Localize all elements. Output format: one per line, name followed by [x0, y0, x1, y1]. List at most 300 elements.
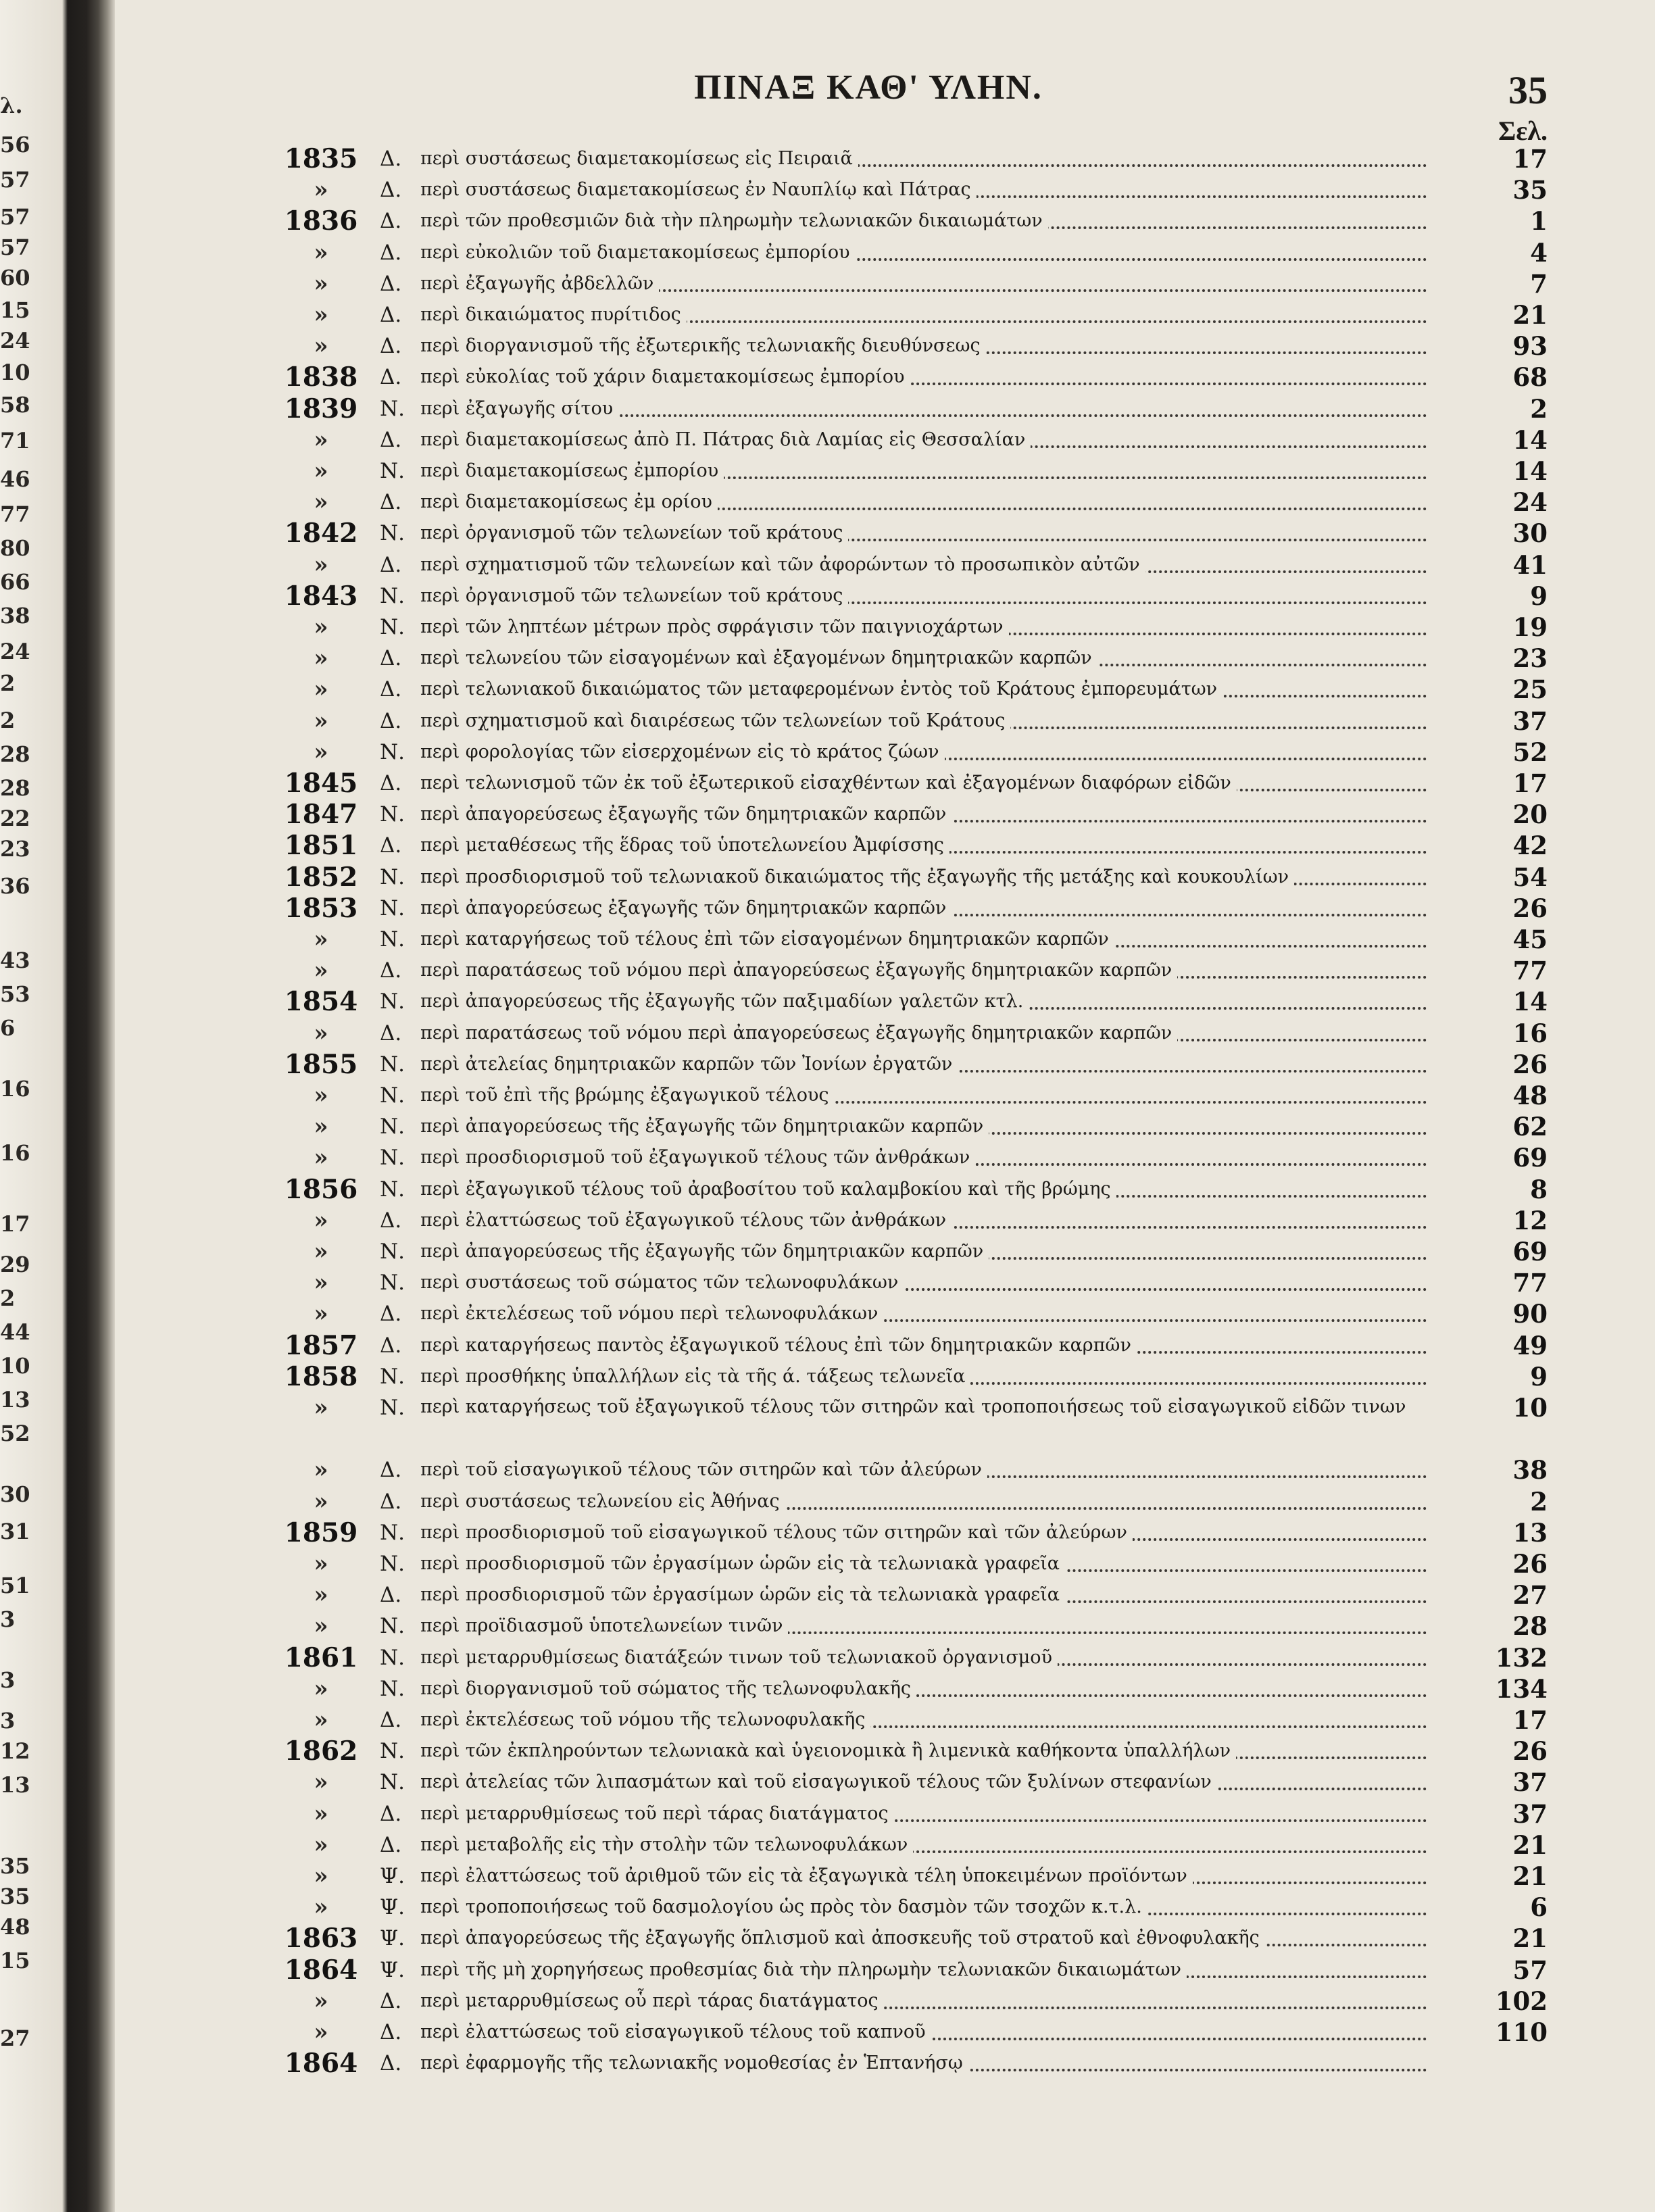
entry-year: 1835 — [284, 143, 358, 174]
facing-page-number: 31 — [0, 1519, 30, 1544]
index-entry — [0, 237, 1655, 268]
entry-description-text: περὶ ὀργανισμοῦ τῶν τελωνείων τοῦ κράτους — [420, 585, 848, 606]
ditto-mark: » — [314, 1831, 328, 1859]
entry-document-type: Δ. — [380, 677, 402, 702]
entry-description — [420, 706, 1427, 737]
index-entry — [0, 1361, 1655, 1392]
entry-description — [420, 2048, 1427, 2079]
entry-description-text: περὶ μεταρρυθμίσεως οὗ περὶ τάρας διατάγματος — [420, 1990, 884, 2011]
entry-document-type: Δ. — [380, 708, 402, 733]
entry-description — [420, 986, 1427, 1017]
index-entry — [0, 1767, 1655, 1798]
entry-description-text: περὶ προσδιορισμοῦ τῶν ἐργασίμων ὡρῶν εἰς τὰ τελωνιακὰ γραφεῖα — [420, 1584, 1065, 1605]
entry-page-number: 21 — [1512, 1923, 1548, 1954]
index-entry — [0, 518, 1655, 549]
entry-description — [420, 143, 1427, 174]
entry-description — [420, 1861, 1427, 1892]
entry-description-text: περὶ διαμετακομίσεως ἐμ ορίου — [420, 491, 718, 512]
index-entry — [0, 1330, 1655, 1361]
entry-description-text: περὶ εὐκολιῶν τοῦ διαμετακομίσεως ἐμπορίου — [420, 242, 856, 263]
entry-page-number: 62 — [1512, 1112, 1548, 1142]
entry-year: 1839 — [284, 393, 358, 424]
entry-document-type: Δ. — [380, 209, 402, 234]
ditto-mark: » — [314, 1394, 328, 1421]
entry-year: 1843 — [284, 580, 358, 612]
entry-description — [420, 643, 1427, 674]
entry-document-type: Ψ. — [380, 1864, 405, 1888]
entry-description-text: περὶ μεταρρυθμίσεως διατάξεών τινων τοῦ τελωνιακοῦ ὀργανισμοῦ — [420, 1647, 1058, 1668]
entry-description — [420, 924, 1427, 955]
entry-page-number: 17 — [1512, 768, 1548, 798]
entry-year: 1838 — [284, 362, 358, 393]
entry-year: 1847 — [284, 799, 358, 831]
entry-description-text: περὶ τελωνισμοῦ τῶν ἐκ τοῦ ἐξωτερικοῦ εἰσαχθέντων καὶ ἐξαγομένων διαφόρων εἰδῶν — [420, 772, 1237, 793]
entry-description-text: περὶ ἀπαγορεύσεως τῆς ἐξαγωγῆς ὅπλισμοῦ καὶ ἀποσκευῆς τοῦ στρατοῦ καὶ ἐθνοφυλακῆς — [420, 1927, 1265, 1948]
entry-description-text: περὶ διοργανισμοῦ τοῦ σώματος τῆς τελωνοφυλακῆς — [420, 1678, 916, 1699]
ditto-mark: » — [314, 1113, 328, 1141]
index-entry — [0, 393, 1655, 424]
ditto-mark: » — [314, 614, 328, 641]
index-entry — [0, 2017, 1655, 2051]
entry-document-type: Δ. — [380, 1832, 402, 1857]
ditto-mark: » — [314, 1706, 328, 1734]
ditto-mark: » — [314, 301, 328, 328]
facing-page-number: 6 — [0, 1015, 16, 1041]
entry-page-number: 26 — [1512, 1736, 1548, 1767]
entry-description — [420, 1517, 1427, 1548]
entry-document-type: Δ. — [380, 1801, 402, 1826]
entry-description — [420, 581, 1427, 612]
entry-page-number: 45 — [1512, 925, 1548, 954]
entry-description-text: περὶ ἐξαγωγῆς σίτου — [420, 398, 618, 419]
ditto-mark: » — [314, 2019, 328, 2046]
index-entry — [0, 487, 1655, 518]
page-title: ΠΙΝΑΞ ΚΑΘ' ΥΛΗΝ. — [694, 68, 1043, 107]
entry-description — [420, 893, 1427, 924]
facing-page-number: 60 — [0, 265, 30, 291]
entry-description-text: περὶ φορολογίας τῶν εἰσερχομένων εἰς τὸ κράτος ζώων — [420, 741, 945, 762]
index-entry — [0, 1486, 1655, 1517]
entry-description-text: περὶ ἀτελείας δημητριακῶν καρπῶν τῶν Ἰονίων ἐργατῶν — [420, 1054, 958, 1075]
entry-description — [420, 549, 1427, 581]
entry-document-type: Δ. — [380, 334, 402, 359]
entry-page-number: 27 — [1512, 1580, 1548, 1611]
entry-year: 1863 — [284, 1923, 358, 1955]
entry-document-type: Ν. — [380, 802, 405, 827]
facing-page-number: 43 — [0, 948, 30, 973]
facing-page-number: 35 — [0, 1853, 30, 1879]
ditto-mark: » — [314, 1144, 328, 1172]
index-entry — [0, 1798, 1655, 1829]
ditto-mark: » — [314, 1769, 328, 1796]
ditto-mark: » — [314, 1613, 328, 1640]
entry-document-type: Ν. — [380, 1676, 405, 1701]
facing-page-number: 52 — [0, 1421, 30, 1446]
entry-document-type: Δ. — [380, 147, 402, 171]
entry-document-type: Δ. — [380, 240, 402, 265]
entry-description — [420, 456, 1427, 487]
entry-document-type: Δ. — [380, 303, 402, 327]
index-entry — [0, 1642, 1655, 1673]
ditto-mark: » — [314, 1082, 328, 1109]
entry-year: 1855 — [284, 1048, 358, 1080]
entry-description — [420, 299, 1427, 330]
facing-page-number: 30 — [0, 1481, 30, 1507]
entry-document-type: Ν. — [380, 864, 405, 889]
entry-year: 1861 — [284, 1642, 358, 1673]
facing-page-number: 57 — [0, 167, 30, 193]
entry-page-number: 77 — [1512, 1268, 1548, 1298]
index-entry — [0, 1579, 1655, 1611]
ditto-mark: » — [314, 489, 328, 516]
entry-document-type: Δ. — [380, 833, 402, 858]
index-entry — [0, 299, 1655, 330]
entry-description-text: περὶ παρατάσεως τοῦ νόμου περὶ ἀπαγορεύσεως ἐξαγωγῆς δημητριακῶν καρπῶν — [420, 1023, 1177, 1043]
entry-description — [420, 1611, 1427, 1642]
entry-page-number: 48 — [1512, 1081, 1548, 1110]
entry-description — [420, 330, 1427, 362]
entry-page-number: 90 — [1512, 1299, 1548, 1329]
entry-page-number: 24 — [1512, 487, 1548, 518]
entry-description — [420, 1392, 1427, 1453]
index-entry — [0, 1298, 1655, 1329]
entry-document-type: Ν. — [380, 1552, 405, 1576]
facing-page-number: 36 — [0, 873, 30, 899]
facing-page-number: 38 — [0, 603, 30, 629]
ditto-mark: » — [314, 1863, 328, 1890]
entry-description-text: περὶ δικαιώματος πυρίτιδος — [420, 304, 687, 325]
entry-description-text: περὶ τῆς μὴ χορηγήσεως προθεσμίας διὰ τὴν πληρωμὴν τελωνιακῶν δικαιωμάτων — [420, 1959, 1187, 1980]
entry-document-type: Ν. — [380, 1396, 405, 1420]
entry-description — [420, 1579, 1427, 1611]
entry-description-text: περὶ προσθήκης ὑπαλλήλων εἰς τὰ τῆς ά. τάξεως τελωνεῖα — [420, 1366, 970, 1387]
index-entry — [0, 174, 1655, 205]
ditto-mark: » — [314, 270, 328, 297]
entry-document-type: Δ. — [380, 646, 402, 671]
index-entry — [0, 1454, 1655, 1485]
entry-description-text: περὶ καταργήσεως τοῦ τέλους ἐπὶ τῶν εἰσαγομένων δημητριακῶν καρπῶν — [420, 929, 1114, 950]
entry-description — [420, 1174, 1427, 1205]
index-entry — [0, 893, 1655, 924]
facing-page-number: 3 — [0, 1667, 16, 1693]
facing-page-number: 24 — [0, 328, 30, 353]
entry-page-number: 13 — [1512, 1517, 1548, 1548]
ditto-mark: » — [314, 738, 328, 766]
ditto-mark: » — [314, 333, 328, 360]
entry-description — [420, 862, 1427, 893]
entry-description-text: περὶ ἐλαττώσεως τοῦ εἰσαγωγικοῦ τέλους τοῦ καπνοῦ — [420, 2021, 931, 2042]
index-entry — [0, 205, 1655, 237]
entry-description — [420, 237, 1427, 268]
index-entry — [0, 1736, 1655, 1767]
entry-description — [420, 737, 1427, 768]
entry-description — [420, 1018, 1427, 1049]
ditto-mark: » — [314, 645, 328, 672]
entry-description-text: περὶ τῶν ἐκπληρούντων τελωνιακὰ καὶ ὑγειονομικὰ ἢ λιμενικὰ καθήκοντα ὑπαλλήλων — [420, 1740, 1236, 1761]
entry-description — [420, 1829, 1427, 1861]
entry-document-type: Ν. — [380, 1364, 405, 1389]
entry-description — [420, 362, 1427, 393]
entry-description — [420, 830, 1427, 861]
entry-document-type: Δ. — [380, 2020, 402, 2044]
entry-description-text: περὶ ἐκτελέσεως τοῦ νόμου περὶ τελωνοφυλάκων — [420, 1303, 883, 1324]
index-entry — [0, 799, 1655, 830]
entry-year: 1845 — [284, 768, 358, 799]
entry-page-number: 14 — [1512, 987, 1548, 1017]
entry-description-text: περὶ διοργανισμοῦ τῆς ἐξωτερικῆς τελωνιακῆς διευθύνσεως — [420, 335, 986, 356]
entry-year: 1851 — [284, 830, 358, 862]
entry-page-number: 132 — [1495, 1642, 1548, 1673]
entry-description-text: περὶ συστάσεως τοῦ σώματος τῶν τελωνοφυλάκων — [420, 1272, 904, 1293]
facing-page-number: 10 — [0, 360, 30, 385]
index-entry — [0, 1267, 1655, 1298]
entry-page-number: 23 — [1512, 643, 1548, 674]
entry-year: 1859 — [284, 1517, 358, 1548]
facing-page-number: 51 — [0, 1573, 30, 1598]
facing-page-number: 24 — [0, 639, 30, 664]
entry-document-type: Ν. — [380, 459, 405, 483]
entry-description — [420, 205, 1427, 237]
entry-description-text: περὶ εὐκολίας τοῦ χάριν διαμετακομίσεως ἐμπορίου — [420, 366, 910, 387]
entry-description — [420, 1298, 1427, 1329]
index-entry — [0, 1611, 1655, 1642]
entry-description-text: περὶ ἐλαττώσεως τοῦ ἀριθμοῦ τῶν εἰς τὰ ἐξαγωγικὰ τέλη ὑποκειμένων προϊόντων — [420, 1865, 1193, 1886]
entry-page-number: 2 — [1530, 1486, 1548, 1517]
index-entry — [0, 581, 1655, 612]
ditto-mark: » — [314, 551, 328, 579]
entry-year: 1836 — [284, 205, 358, 237]
entry-description-text: περὶ προσδιορισμοῦ τοῦ εἰσαγωγικοῦ τέλους τῶν σιτηρῶν καὶ τῶν ἀλεύρων — [420, 1522, 1133, 1543]
entry-description-text: περὶ σχηματισμοῦ καὶ διαιρέσεως τῶν τελωνείων τοῦ Κράτους — [420, 710, 1010, 731]
entry-document-type: Ν. — [380, 396, 405, 421]
entry-document-type: Δ. — [380, 271, 402, 296]
entry-description — [420, 1673, 1427, 1704]
entry-description — [420, 1080, 1427, 1111]
entry-document-type: Ν. — [380, 583, 405, 608]
index-entry — [0, 924, 1655, 955]
entry-year: 1864 — [284, 2048, 358, 2080]
entry-page-number: 20 — [1512, 800, 1548, 830]
ditto-mark: » — [314, 1550, 328, 1577]
ditto-mark: » — [314, 707, 328, 735]
entry-description-text: περὶ σχηματισμοῦ τῶν τελωνείων καὶ τῶν ἀφορώντων τὸ προσωπικὸν αὐτῶν — [420, 554, 1145, 575]
ditto-mark: » — [314, 926, 328, 953]
entry-page-number: 26 — [1512, 1549, 1548, 1579]
entry-description — [420, 955, 1427, 986]
entry-description — [420, 1049, 1427, 1080]
facing-page-number: 16 — [0, 1076, 30, 1102]
entry-description-text: περὶ ἀπαγορεύσεως τῆς ἐξαγωγῆς τῶν δημητριακῶν καρπῶν — [420, 1116, 989, 1137]
index-entry — [0, 1923, 1655, 1954]
entry-page-number: 110 — [1495, 2017, 1548, 2047]
index-entry — [0, 1548, 1655, 1579]
index-entry — [0, 986, 1655, 1017]
entry-page-number: 21 — [1512, 1861, 1548, 1891]
entry-document-type: Ν. — [380, 1146, 405, 1171]
entry-description — [420, 1986, 1427, 2017]
entry-document-type: Δ. — [380, 552, 402, 577]
entry-description — [420, 1330, 1427, 1361]
entry-description — [420, 1454, 1427, 1485]
entry-description-text: περὶ προσδιορισμοῦ τοῦ τελωνιακοῦ δικαιώματος τῆς ἐξαγωγῆς τῆς μετάξης καὶ κουκουλίων — [420, 866, 1294, 887]
ditto-mark: » — [314, 176, 328, 204]
entry-page-number: 10 — [1512, 1393, 1548, 1423]
entry-document-type: Δ. — [380, 427, 402, 452]
index-entry — [0, 955, 1655, 986]
entry-description-text: περὶ τροποποιήσεως τοῦ δασμολογίου ὡς πρὸς τὸν δασμὸν τῶν τσοχῶν κ.τ.λ. — [420, 1896, 1147, 1917]
entry-description-text: περὶ τοῦ ἐπὶ τῆς βρώμης ἐξαγωγικοῦ τέλους — [420, 1085, 835, 1106]
entry-description-text: περὶ ἀπαγορεύσεως ἐξαγωγῆς τῶν δημητριακῶν καρπῶν — [420, 898, 952, 918]
entry-year: 1854 — [284, 986, 358, 1018]
index-entry — [0, 830, 1655, 861]
facing-page-number: 53 — [0, 981, 30, 1007]
ditto-mark: » — [314, 426, 328, 453]
index-entry — [0, 1673, 1655, 1704]
facing-page-number: 13 — [0, 1387, 30, 1412]
entry-document-type: Ν. — [380, 1271, 405, 1296]
entry-page-number: 17 — [1512, 1705, 1548, 1735]
entry-page-number: 69 — [1512, 1237, 1548, 1267]
entry-document-type: Δ. — [380, 771, 402, 795]
facing-page-number: 29 — [0, 1252, 30, 1277]
index-entry — [0, 424, 1655, 456]
entry-page-number: 14 — [1512, 424, 1548, 455]
entry-document-type: Δ. — [380, 1302, 402, 1327]
page-column-label: Σελ. — [1498, 116, 1548, 146]
facing-page-number: 46 — [0, 466, 30, 492]
facing-page-number: 28 — [0, 775, 30, 801]
entry-page-number: 57 — [1512, 1955, 1548, 1985]
entry-page-number: 26 — [1512, 1049, 1548, 1079]
entry-document-type: Ψ. — [380, 1957, 405, 1982]
entry-document-type: Δ. — [380, 1333, 402, 1358]
entry-description-text: περὶ διαμετακομίσεως ἀπὸ Π. Πάτρας διὰ Λαμίας εἰς Θεσσαλίαν — [420, 429, 1031, 450]
entry-page-number: 37 — [1512, 706, 1548, 736]
index-entry — [0, 2048, 1655, 2079]
entry-page-number: 69 — [1512, 1143, 1548, 1173]
entry-description-text: περὶ ἐλαττώσεως τοῦ ἐξαγωγικοῦ τέλους τῶν ἀνθράκων — [420, 1210, 952, 1231]
facing-page-number: 15 — [0, 297, 30, 323]
entry-document-type: Ν. — [380, 1614, 405, 1639]
entry-year: 1862 — [284, 1736, 358, 1767]
entry-description — [420, 768, 1427, 799]
index-entry — [0, 862, 1655, 893]
entry-description-text: περὶ προϊδιασμοῦ ὑποτελωνείων τινῶν — [420, 1615, 788, 1636]
entry-description-text: περὶ ἀπαγορεύσεως ἐξαγωγῆς τῶν δημητριακῶν καρπῶν — [420, 804, 952, 825]
entry-page-number: 28 — [1512, 1611, 1548, 1642]
entry-document-type: Ν. — [380, 521, 405, 546]
entry-page-number: 14 — [1512, 456, 1548, 486]
entry-description — [420, 1486, 1427, 1517]
ditto-mark: » — [314, 1269, 328, 1297]
entry-description-text: περὶ παρατάσεως τοῦ νόμου περὶ ἀπαγορεύσεως ἐξαγωγῆς δημητριακῶν καρπῶν — [420, 960, 1177, 981]
entry-description-text: περὶ ἐκτελέσεως τοῦ νόμου τῆς τελωνοφυλακῆς — [420, 1709, 870, 1730]
entry-page-number: 21 — [1512, 1829, 1548, 1860]
entry-page-number: 7 — [1530, 268, 1548, 299]
entry-document-type: Δ. — [380, 1489, 402, 1514]
entry-year: 1864 — [284, 1954, 358, 1986]
entry-document-type: Ν. — [380, 1770, 405, 1795]
entry-description — [420, 518, 1427, 549]
entry-description — [420, 1923, 1427, 1954]
entry-page-number: 30 — [1512, 518, 1548, 549]
entry-document-type: Ν. — [380, 1520, 405, 1545]
entry-document-type: Ν. — [380, 989, 405, 1014]
facing-page-number: 35 — [0, 1884, 30, 1909]
entry-description — [420, 1955, 1427, 1986]
entry-description-text: περὶ ὀργανισμοῦ τῶν τελωνείων τοῦ κράτους — [420, 522, 848, 543]
facing-page-number: 77 — [0, 501, 30, 527]
entry-page-number: 134 — [1495, 1673, 1548, 1704]
index-entry — [0, 362, 1655, 393]
index-entry — [0, 639, 1655, 674]
entry-page-number: 1 — [1530, 206, 1548, 237]
entry-page-number: 37 — [1512, 1767, 1548, 1798]
entry-description — [420, 612, 1427, 643]
entry-document-type: Ν. — [380, 1052, 405, 1077]
entry-description — [420, 1236, 1427, 1267]
entry-description — [420, 424, 1427, 456]
entry-document-type: Δ. — [380, 1583, 402, 1608]
entry-document-type: Δ. — [380, 1988, 402, 2013]
entry-document-type: Ν. — [380, 1083, 405, 1108]
index-entry — [0, 1236, 1655, 1267]
facing-page-number: 23 — [0, 836, 30, 862]
entry-description — [420, 487, 1427, 518]
index-entry — [0, 265, 1655, 299]
entry-document-type: Δ. — [380, 1208, 402, 1233]
index-entry — [0, 1829, 1655, 1861]
facing-page-number: 58 — [0, 392, 30, 418]
entry-year: 1852 — [284, 861, 358, 893]
facing-page-number: 44 — [0, 1319, 30, 1345]
entry-page-number: 49 — [1512, 1330, 1548, 1360]
facing-page-number: 15 — [0, 1948, 30, 1973]
index-entry — [0, 1892, 1655, 1923]
entry-page-number: 8 — [1530, 1174, 1548, 1204]
entry-description — [420, 1767, 1427, 1798]
entry-page-number: 2 — [1530, 393, 1548, 424]
entry-description-text: περὶ ἀπαγορεύσεως τῆς ἐξαγωγῆς τῶν παξιμαδίων γαλετῶν κτλ. — [420, 991, 1029, 1012]
entry-description-text: περὶ τῶν ληπτέων μέτρων πρὸς σφράγισιν τῶν παιγνιοχάρτων — [420, 616, 1009, 637]
index-entry — [0, 1517, 1655, 1548]
entry-description-text: περὶ μεταθέσεως τῆς ἕδρας τοῦ ὑποτελωνείου Ἀμφίσσης — [420, 835, 949, 856]
entry-year: 1857 — [284, 1329, 358, 1361]
ditto-mark: » — [314, 676, 328, 704]
entry-document-type: Δ. — [380, 490, 402, 515]
entry-year: 1853 — [284, 892, 358, 924]
entry-description-text: περὶ τελωνείου τῶν εἰσαγομένων καὶ ἐξαγομένων δημητριακῶν καρπῶν — [420, 647, 1097, 668]
entry-description-text: περὶ ἐφαρμογῆς τῆς τελωνιακῆς νομοθεσίας ἐν Ἑπτανήσῳ — [420, 2053, 968, 2073]
ditto-mark: » — [314, 1800, 328, 1827]
entry-description-text: περὶ τοῦ εἰσαγωγικοῦ τέλους τῶν σιτηρῶν καὶ τῶν ἀλεύρων — [420, 1459, 987, 1480]
index-entry — [0, 143, 1655, 174]
entry-document-type: Ν. — [380, 1239, 405, 1264]
facing-page-number: 56 — [0, 132, 30, 157]
facing-page-number: 57 — [0, 204, 30, 230]
ditto-mark: » — [314, 1019, 328, 1047]
entry-description-text: περὶ μεταβολῆς εἰς τὴν στολὴν τῶν τελωνοφυλάκων — [420, 1834, 913, 1855]
index-entry — [0, 1111, 1655, 1142]
ditto-mark: » — [314, 1894, 328, 1921]
facing-page-number: 10 — [0, 1353, 30, 1379]
entry-description — [420, 1267, 1427, 1298]
entry-page-number: 4 — [1530, 237, 1548, 268]
entry-page-number: 35 — [1512, 175, 1548, 205]
entry-page-number: 9 — [1530, 581, 1548, 611]
entry-description — [420, 1142, 1427, 1173]
entry-description — [420, 1736, 1427, 1767]
